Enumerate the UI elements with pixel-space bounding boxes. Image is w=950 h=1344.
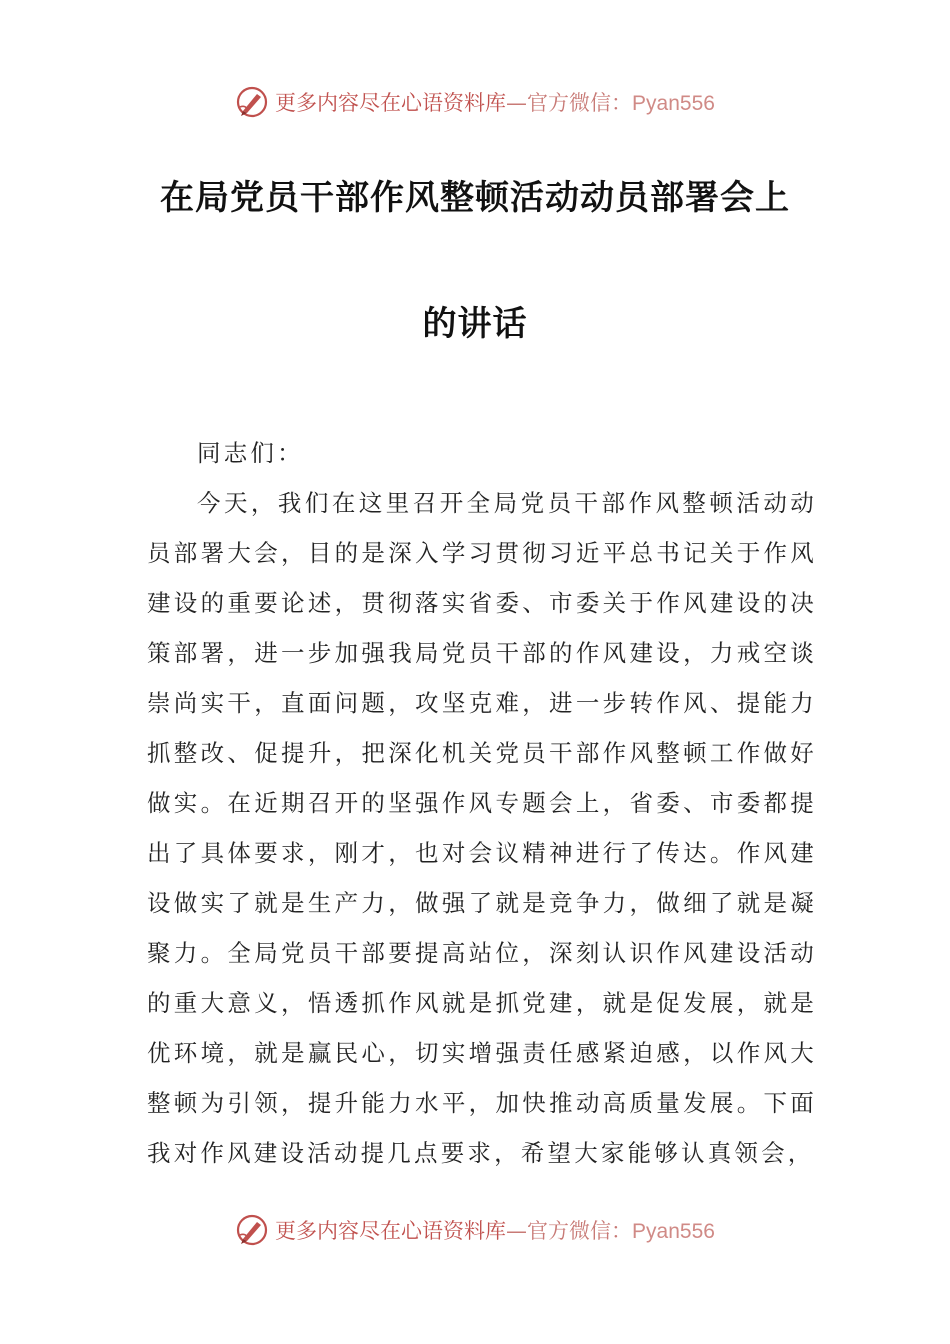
document-body	[147, 428, 817, 1178]
watermark-label: 官方微信：	[527, 1219, 633, 1243]
watermark-wechat-id: Pyan556	[632, 1220, 715, 1243]
pen-logo-icon	[235, 85, 269, 119]
paragraph-1: 今天，我们在这里召开全局党员干部作风整顿活动动员部署大会，目的是深入学习贯彻习近平总书记关于作风建设的重要论述，贯彻落实省委、市委关于作风建设的决策部署，进一步加强我局党员干部的作风建设，力戒空谈崇尚实干，直面问题，攻坚克难，进一步转作风、提能力抓整改、促提升，把深化机关党员干部作风整顿工作做好做实。在近期召开的坚强作风专题会上，省委、市委都提出了具体要求，刚才，也对会议精神进行了传达。作风建设做实了就是生产力，做强了就是竞争力，做细了就是凝聚力。全局党员干部要提高站位，深刻认识作风建设活动的重大意义，悟透抓作风就是抓党建，就是促发展，就是优环境，就是赢民心，切实增强责任感紧迫感，以作风大整顿为引领，提升能力水平，加快推动高质量发展。下面我对作风建设活动提几点要求，希望大家能够认真领会，	[147, 489, 817, 1167]
watermark-text	[275, 1215, 715, 1245]
document-title-line1: 在局党员干部作风整顿活动动员部署会上	[160, 178, 790, 218]
pen-logo-icon	[235, 1213, 269, 1247]
watermark-text	[275, 87, 715, 117]
watermark-separator: —	[506, 1219, 528, 1243]
watermark-label: 官方微信：	[527, 91, 633, 115]
watermark-wechat-id: Pyan556	[632, 92, 715, 115]
footer-watermark	[0, 1210, 950, 1250]
document-title-line2: 的讲话	[422, 304, 528, 344]
watermark-brand: 更多内容尽在心语资料库	[275, 91, 507, 115]
header-watermark	[0, 82, 950, 122]
watermark-brand: 更多内容尽在心语资料库	[275, 1219, 507, 1243]
greeting: 同志们：	[197, 439, 304, 467]
watermark-separator: —	[506, 91, 528, 115]
